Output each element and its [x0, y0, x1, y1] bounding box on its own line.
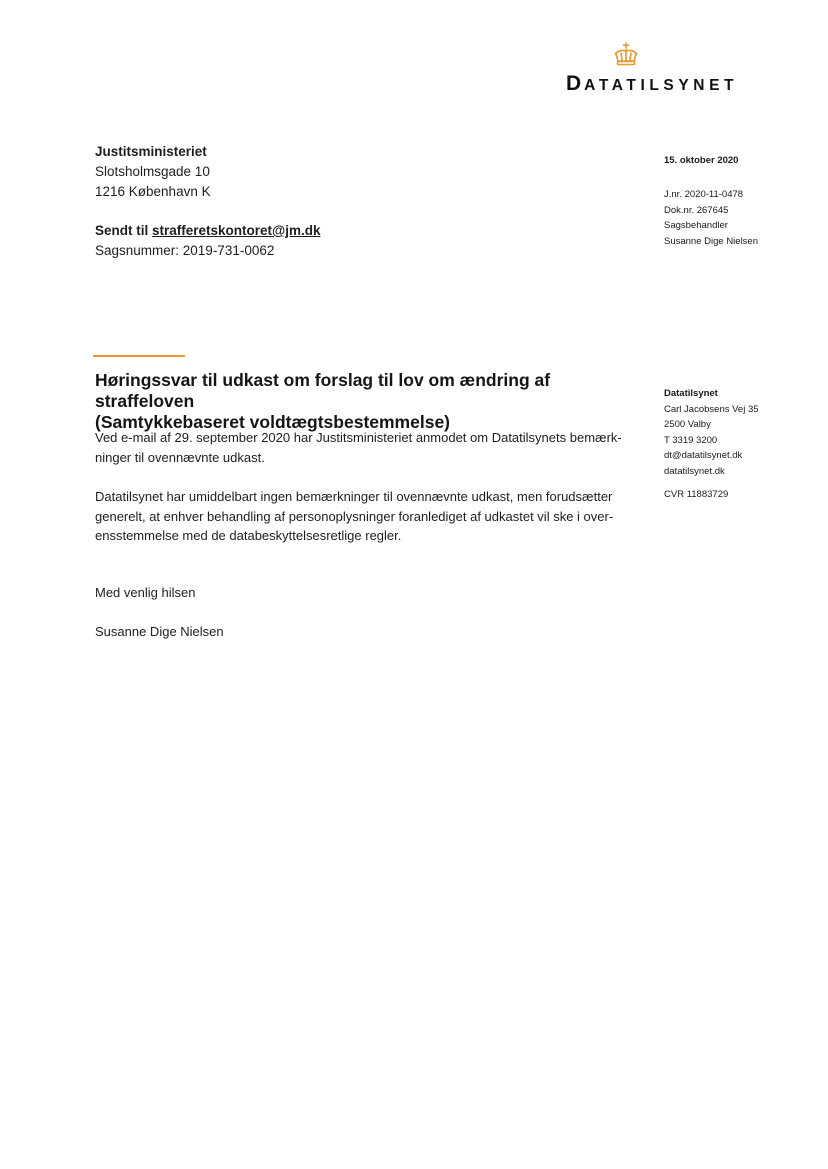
recipient-name: Justitsministeriet	[95, 144, 207, 159]
letter-date: 15. oktober 2020	[664, 155, 739, 166]
logo-wordmark: DATATILSYNET	[566, 72, 739, 95]
sender-cvr: CVR 11883729	[664, 489, 729, 500]
sender-street: Carl Jacobsens Vej 35	[664, 403, 759, 415]
document-number: Dok.nr. 267645	[664, 204, 729, 216]
heading-line-2: (Samtykkebaseret voldtægtsbestemmelse)	[95, 412, 451, 432]
datatilsynet-logo	[566, 42, 766, 94]
sender-name: Datatilsynet	[664, 388, 718, 399]
sender-email[interactable]: dt@datatilsynet.dk	[664, 450, 743, 461]
body-paragraph-2: Datatilsynet har umiddelbart ingen bemærkninger til ovennævnte udkast, men forudsætter generelt, at enhver behandling af personoplysninger foranlediget af udkastet vil ske i over-ensstemmelse med de databeskyttelsesretlige regler.	[95, 489, 614, 543]
body-paragraph-1: Ved e-mail af 29. september 2020 har Justitsministeriet anmodet om Datatilsynets bemærk-ninger til ovennævnte udkast.	[95, 430, 622, 465]
closing-phrase: Med venlig hilsen	[95, 585, 196, 600]
sender-website[interactable]: datatilsynet.dk	[664, 465, 725, 477]
case-handler-label: Sagsbehandler	[664, 220, 728, 231]
recipient-email-link[interactable]: strafferetskontoret@jm.dk	[152, 223, 321, 238]
case-number: Sagsnummer: 2019-731-0062	[95, 243, 275, 258]
sender-city: 2500 Valby	[664, 419, 711, 430]
sent-to-block	[95, 221, 320, 261]
letter-heading	[95, 370, 640, 433]
heading-line-1: Høringssvar til udkast om forslag til lov om ændring af straffeloven	[95, 370, 551, 411]
recipient-street: Slotsholmsgade 10	[95, 164, 210, 179]
sender-contact-block	[664, 386, 759, 479]
sender-phone: T 3319 3200	[664, 434, 718, 446]
reference-info	[664, 187, 758, 249]
accent-divider	[93, 355, 185, 357]
royal-crown-icon	[613, 42, 639, 66]
signer-name: Susanne Dige Nielsen	[95, 624, 224, 639]
recipient-city: 1216 København K	[95, 184, 211, 199]
journal-number: J.nr. 2020-11-0478	[664, 189, 744, 200]
sent-to-label: Sendt til	[95, 223, 149, 238]
case-handler-name: Susanne Dige Nielsen	[664, 235, 759, 247]
recipient-address	[95, 142, 211, 202]
